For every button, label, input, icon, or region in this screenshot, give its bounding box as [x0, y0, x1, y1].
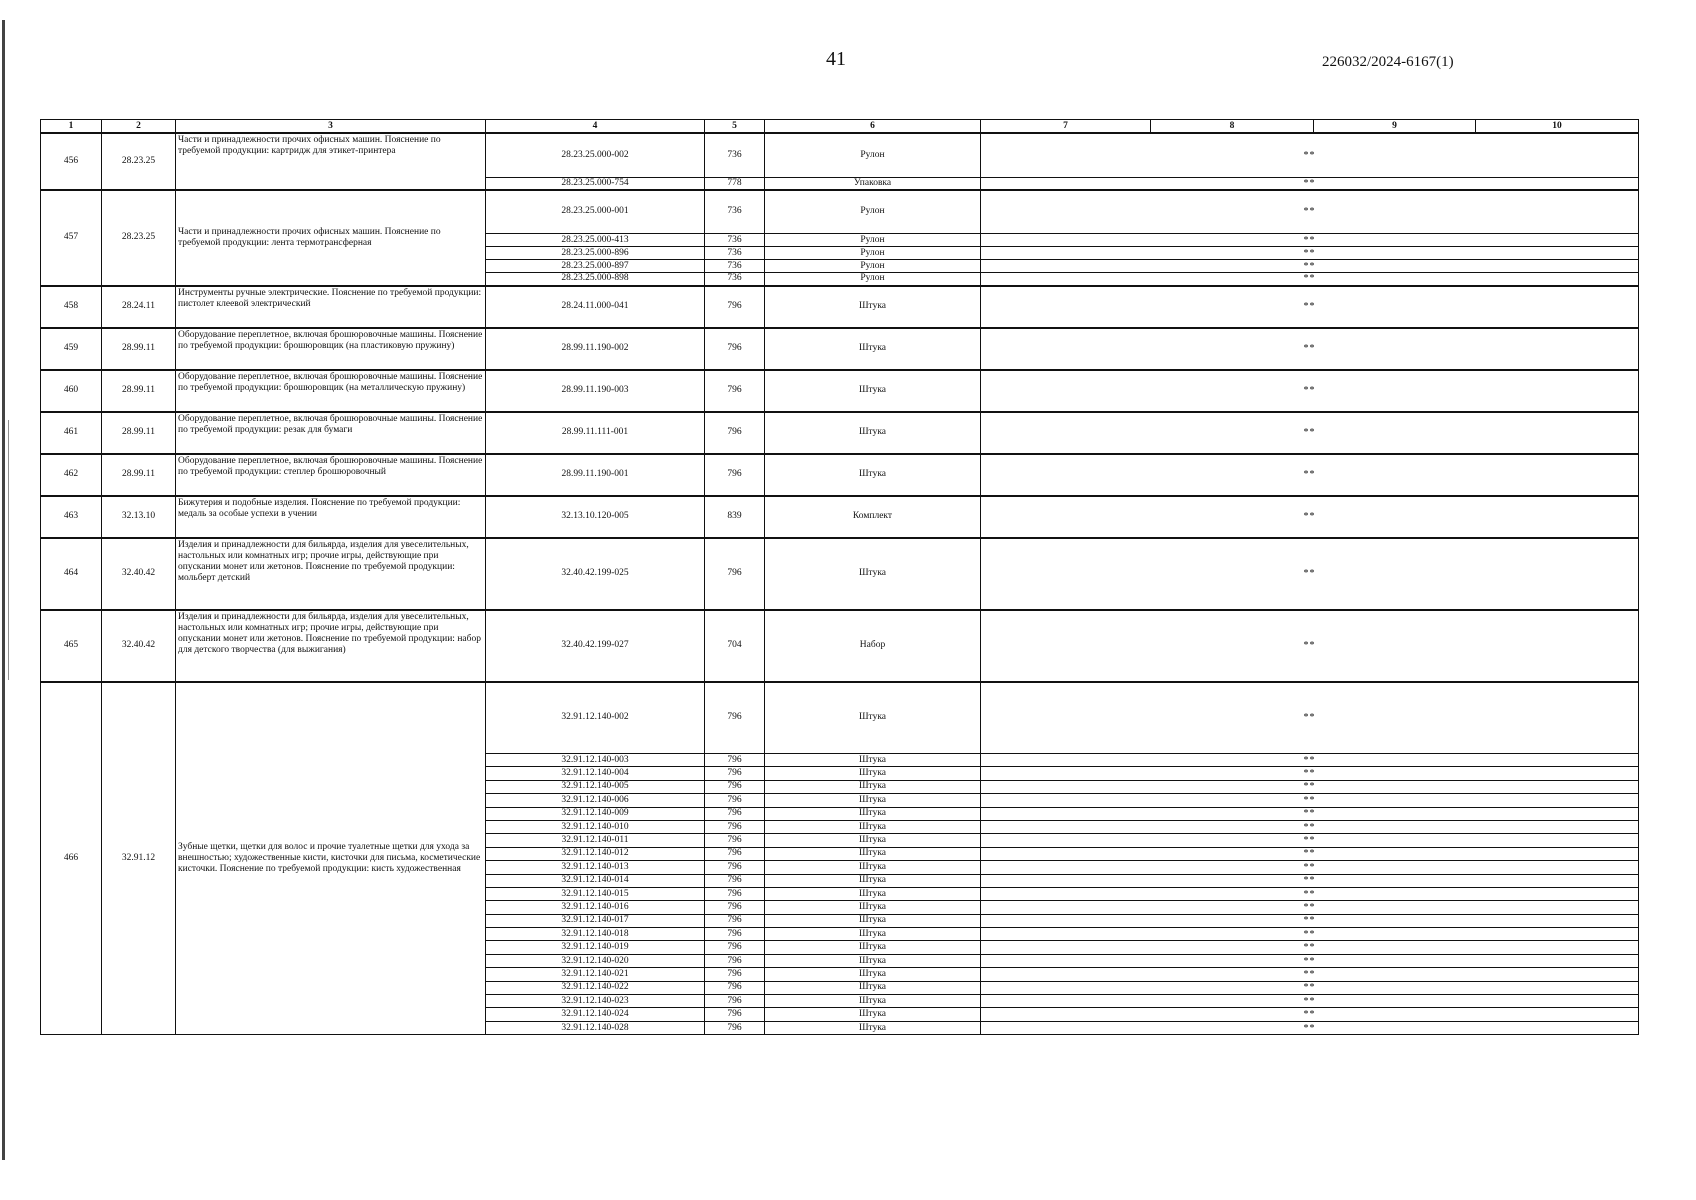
row-number-cell: 465 [41, 610, 102, 682]
table-row [41, 190, 1639, 234]
ktru-code-cell: 28.23.25.000-754 [486, 177, 705, 190]
okei-code-cell: 796 [705, 995, 765, 1008]
description-cell: Части и принадлежности прочих офисных машин. Пояснение по требуемой продукции: лента термотрансферная [176, 190, 486, 286]
column-header: 8 [1151, 120, 1314, 134]
description-cell: Бижутерия и подобные изделия. Пояснение по требуемой продукции: медаль за особые успехи в учении [176, 496, 486, 538]
mark-cell: ** [981, 538, 1639, 610]
table-row [41, 370, 1639, 412]
unit-cell: Штука [765, 767, 981, 780]
mark-cell: ** [981, 767, 1639, 780]
unit-cell: Рулон [765, 190, 981, 234]
mark-cell: ** [981, 995, 1639, 1008]
ktru-code-cell: 32.91.12.140-019 [486, 941, 705, 954]
okei-code-cell: 796 [705, 941, 765, 954]
mark-cell: ** [981, 901, 1639, 914]
ktru-code-cell: 32.91.12.140-013 [486, 861, 705, 874]
okpd-code-cell: 28.23.25 [102, 190, 176, 286]
unit-cell: Штука [765, 861, 981, 874]
row-number-cell: 461 [41, 412, 102, 454]
mark-cell: ** [981, 887, 1639, 900]
okei-code-cell: 796 [705, 914, 765, 927]
ktru-code-cell: 28.23.25.000-897 [486, 260, 705, 273]
okpd-code-cell: 32.91.12 [102, 682, 176, 1035]
mark-cell: ** [981, 861, 1639, 874]
mark-cell: ** [981, 914, 1639, 927]
unit-cell: Штука [765, 928, 981, 941]
unit-cell: Штука [765, 454, 981, 496]
description-cell: Части и принадлежности прочих офисных машин. Пояснение по требуемой продукции: картридж для этикет-принтера [176, 133, 486, 190]
ktru-code-cell: 32.91.12.140-021 [486, 968, 705, 981]
unit-cell: Штука [765, 887, 981, 900]
unit-cell: Рулон [765, 234, 981, 247]
ktru-code-cell: 32.91.12.140-022 [486, 981, 705, 994]
unit-cell: Штука [765, 1008, 981, 1021]
ktru-code-cell: 28.23.25.000-413 [486, 234, 705, 247]
mark-cell: ** [981, 370, 1639, 412]
table-row [41, 286, 1639, 328]
ktru-code-cell: 32.91.12.140-028 [486, 1021, 705, 1034]
scan-edge-mark [8, 420, 9, 680]
okei-code-cell: 796 [705, 780, 765, 793]
unit-cell: Штука [765, 794, 981, 807]
unit-cell: Штука [765, 874, 981, 887]
ktru-code-cell: 28.99.11.111-001 [486, 412, 705, 454]
unit-cell: Штука [765, 847, 981, 860]
ktru-code-cell: 32.40.42.199-025 [486, 538, 705, 610]
okei-code-cell: 796 [705, 682, 765, 754]
ktru-code-cell: 32.91.12.140-018 [486, 928, 705, 941]
okei-code-cell: 796 [705, 820, 765, 833]
ktru-code-cell: 28.23.25.000-898 [486, 273, 705, 286]
document-id: 226032/2024-6167(1) [1322, 54, 1454, 70]
mark-cell: ** [981, 807, 1639, 820]
row-number-cell: 457 [41, 190, 102, 286]
header-row [41, 120, 1639, 134]
okei-code-cell: 839 [705, 496, 765, 538]
okei-code-cell: 736 [705, 133, 765, 177]
unit-cell: Штука [765, 328, 981, 370]
unit-cell: Штука [765, 286, 981, 328]
okpd-code-cell: 28.23.25 [102, 133, 176, 190]
mark-cell: ** [981, 847, 1639, 860]
unit-cell: Штука [765, 941, 981, 954]
ktru-code-cell: 28.23.25.000-001 [486, 190, 705, 234]
mark-cell: ** [981, 954, 1639, 967]
row-number-cell: 459 [41, 328, 102, 370]
ktru-code-cell: 32.91.12.140-016 [486, 901, 705, 914]
description-cell: Оборудование переплетное, включая брошюровочные машины. Пояснение по требуемой продукции: степлер брошюровочный [176, 454, 486, 496]
okei-code-cell: 736 [705, 260, 765, 273]
okei-code-cell: 796 [705, 847, 765, 860]
okpd-code-cell: 28.99.11 [102, 412, 176, 454]
unit-cell: Штука [765, 820, 981, 833]
okei-code-cell: 736 [705, 273, 765, 286]
okei-code-cell: 796 [705, 807, 765, 820]
ktru-code-cell: 28.24.11.000-041 [486, 286, 705, 328]
unit-cell: Комплект [765, 496, 981, 538]
okei-code-cell: 796 [705, 328, 765, 370]
okei-code-cell: 796 [705, 370, 765, 412]
mark-cell: ** [981, 610, 1639, 682]
mark-cell: ** [981, 273, 1639, 286]
mark-cell: ** [981, 941, 1639, 954]
unit-cell: Рулон [765, 273, 981, 286]
table-row [41, 328, 1639, 370]
table-row [41, 496, 1639, 538]
unit-cell: Упаковка [765, 177, 981, 190]
okei-code-cell: 796 [705, 874, 765, 887]
mark-cell: ** [981, 820, 1639, 833]
ktru-code-cell: 32.13.10.120-005 [486, 496, 705, 538]
mark-cell: ** [981, 496, 1639, 538]
mark-cell: ** [981, 412, 1639, 454]
okei-code-cell: 796 [705, 901, 765, 914]
description-cell: Оборудование переплетное, включая брошюровочные машины. Пояснение по требуемой продукции: брошюровщик (на пластиковую пружину) [176, 328, 486, 370]
unit-cell: Штука [765, 981, 981, 994]
okpd-code-cell: 32.13.10 [102, 496, 176, 538]
unit-cell: Штука [765, 995, 981, 1008]
ktru-code-cell: 32.91.12.140-017 [486, 914, 705, 927]
okei-code-cell: 796 [705, 861, 765, 874]
mark-cell: ** [981, 247, 1639, 260]
okei-code-cell: 796 [705, 954, 765, 967]
unit-cell: Штука [765, 834, 981, 847]
ktru-code-cell: 32.91.12.140-003 [486, 754, 705, 767]
ktru-code-cell: 32.91.12.140-002 [486, 682, 705, 754]
mark-cell: ** [981, 234, 1639, 247]
mark-cell: ** [981, 834, 1639, 847]
ktru-code-cell: 32.91.12.140-012 [486, 847, 705, 860]
mark-cell: ** [981, 682, 1639, 754]
mark-cell: ** [981, 177, 1639, 190]
ktru-code-cell: 32.40.42.199-027 [486, 610, 705, 682]
table-body [41, 133, 1639, 1035]
okei-code-cell: 778 [705, 177, 765, 190]
ktru-code-cell: 32.91.12.140-010 [486, 820, 705, 833]
okei-code-cell: 796 [705, 767, 765, 780]
unit-cell: Штука [765, 370, 981, 412]
column-header: 1 [41, 120, 102, 134]
description-cell: Оборудование переплетное, включая брошюровочные машины. Пояснение по требуемой продукции: резак для бумаги [176, 412, 486, 454]
mark-cell: ** [981, 454, 1639, 496]
okpd-code-cell: 28.99.11 [102, 370, 176, 412]
ktru-code-cell: 32.91.12.140-011 [486, 834, 705, 847]
okei-code-cell: 796 [705, 981, 765, 994]
ktru-code-cell: 32.91.12.140-015 [486, 887, 705, 900]
row-number-cell: 458 [41, 286, 102, 328]
okei-code-cell: 796 [705, 412, 765, 454]
okei-code-cell: 736 [705, 247, 765, 260]
okei-code-cell: 796 [705, 1008, 765, 1021]
mark-cell: ** [981, 1008, 1639, 1021]
okei-code-cell: 796 [705, 538, 765, 610]
description-cell: Оборудование переплетное, включая брошюровочные машины. Пояснение по требуемой продукции: брошюровщик (на металлическую пружину) [176, 370, 486, 412]
table-row [41, 133, 1639, 177]
row-number-cell: 466 [41, 682, 102, 1035]
okei-code-cell: 796 [705, 968, 765, 981]
mark-cell: ** [981, 780, 1639, 793]
ktru-code-cell: 32.91.12.140-023 [486, 995, 705, 1008]
table-row [41, 454, 1639, 496]
mark-cell: ** [981, 286, 1639, 328]
unit-cell: Набор [765, 610, 981, 682]
ktru-code-cell: 32.91.12.140-004 [486, 767, 705, 780]
registry-table [40, 119, 1639, 1035]
ktru-code-cell: 28.99.11.190-001 [486, 454, 705, 496]
mark-cell: ** [981, 190, 1639, 234]
mark-cell: ** [981, 968, 1639, 981]
ktru-code-cell: 28.99.11.190-003 [486, 370, 705, 412]
ktru-code-cell: 28.23.25.000-002 [486, 133, 705, 177]
scan-edge [2, 20, 5, 1160]
okei-code-cell: 796 [705, 286, 765, 328]
row-number-cell: 464 [41, 538, 102, 610]
okei-code-cell: 796 [705, 928, 765, 941]
ktru-code-cell: 28.99.11.190-002 [486, 328, 705, 370]
okei-code-cell: 796 [705, 1021, 765, 1034]
column-header: 4 [486, 120, 705, 134]
okpd-code-cell: 28.99.11 [102, 328, 176, 370]
unit-cell: Штука [765, 682, 981, 754]
description-cell: Изделия и принадлежности для бильярда, изделия для увеселительных, настольных или комнатных игр; прочие игры, действующие при опускании монет или жетонов. Пояснение по требуемой продукции: набор для детского творчества (для выжигания) [176, 610, 486, 682]
mark-cell: ** [981, 928, 1639, 941]
unit-cell: Штука [765, 901, 981, 914]
column-header: 10 [1476, 120, 1639, 134]
unit-cell: Штука [765, 538, 981, 610]
okei-code-cell: 736 [705, 234, 765, 247]
column-header: 2 [102, 120, 176, 134]
unit-cell: Штука [765, 954, 981, 967]
unit-cell: Штука [765, 1021, 981, 1034]
okei-code-cell: 796 [705, 794, 765, 807]
column-header: 7 [981, 120, 1151, 134]
unit-cell: Рулон [765, 133, 981, 177]
mark-cell: ** [981, 328, 1639, 370]
okei-code-cell: 736 [705, 190, 765, 234]
description-cell: Инструменты ручные электрические. Пояснение по требуемой продукции: пистолет клеевой электрический [176, 286, 486, 328]
unit-cell: Штука [765, 780, 981, 793]
mark-cell: ** [981, 754, 1639, 767]
table-row [41, 412, 1639, 454]
table-row [41, 610, 1639, 682]
ktru-code-cell: 32.91.12.140-014 [486, 874, 705, 887]
okei-code-cell: 796 [705, 887, 765, 900]
okpd-code-cell: 28.24.11 [102, 286, 176, 328]
column-header: 6 [765, 120, 981, 134]
okei-code-cell: 704 [705, 610, 765, 682]
okei-code-cell: 796 [705, 454, 765, 496]
table-row [41, 682, 1639, 754]
row-number-cell: 462 [41, 454, 102, 496]
okpd-code-cell: 32.40.42 [102, 610, 176, 682]
row-number-cell: 463 [41, 496, 102, 538]
table-row [41, 538, 1639, 610]
okei-code-cell: 796 [705, 834, 765, 847]
ktru-code-cell: 32.91.12.140-024 [486, 1008, 705, 1021]
column-header: 3 [176, 120, 486, 134]
description-cell: Зубные щетки, щетки для волос и прочие туалетные щетки для ухода за внешностью; художественные кисти, кисточки для письма, косметические кисточки. Пояснение по требуемой продукции: кисть художественная [176, 682, 486, 1035]
ktru-code-cell: 32.91.12.140-009 [486, 807, 705, 820]
column-header: 9 [1314, 120, 1476, 134]
page-number: 41 [826, 48, 846, 70]
unit-cell: Рулон [765, 247, 981, 260]
ktru-code-cell: 32.91.12.140-006 [486, 794, 705, 807]
mark-cell: ** [981, 260, 1639, 273]
unit-cell: Рулон [765, 260, 981, 273]
mark-cell: ** [981, 1021, 1639, 1034]
unit-cell: Штука [765, 412, 981, 454]
mark-cell: ** [981, 874, 1639, 887]
unit-cell: Штука [765, 968, 981, 981]
unit-cell: Штука [765, 914, 981, 927]
row-number-cell: 460 [41, 370, 102, 412]
okpd-code-cell: 32.40.42 [102, 538, 176, 610]
okpd-code-cell: 28.99.11 [102, 454, 176, 496]
ktru-code-cell: 28.23.25.000-896 [486, 247, 705, 260]
mark-cell: ** [981, 981, 1639, 994]
ktru-code-cell: 32.91.12.140-020 [486, 954, 705, 967]
unit-cell: Штука [765, 754, 981, 767]
mark-cell: ** [981, 133, 1639, 177]
ktru-code-cell: 32.91.12.140-005 [486, 780, 705, 793]
column-header: 5 [705, 120, 765, 134]
description-cell: Изделия и принадлежности для бильярда, изделия для увеселительных, настольных или комнатных игр; прочие игры, действующие при опускании монет или жетонов. Пояснение по требуемой продукции: мольберт детский [176, 538, 486, 610]
unit-cell: Штука [765, 807, 981, 820]
row-number-cell: 456 [41, 133, 102, 190]
okei-code-cell: 796 [705, 754, 765, 767]
mark-cell: ** [981, 794, 1639, 807]
